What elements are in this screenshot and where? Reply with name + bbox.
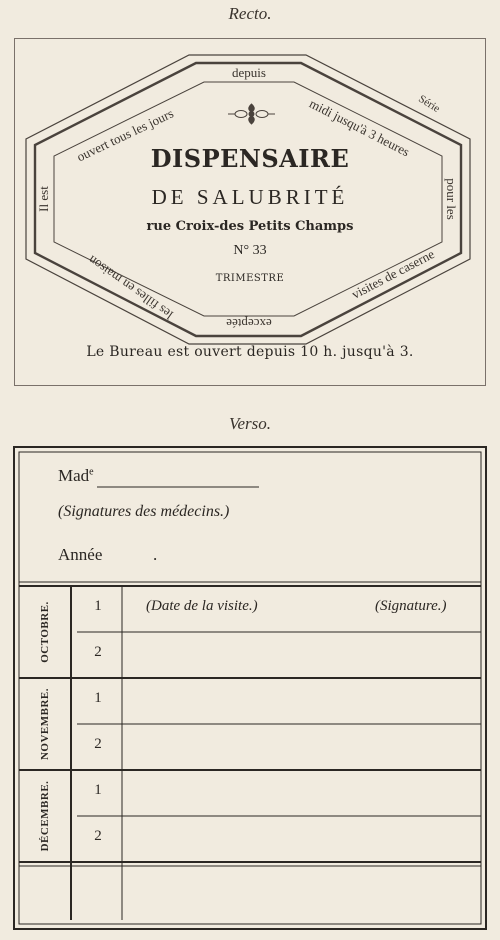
row-october-1: 1 [94, 598, 102, 614]
border-text-lower-left: les filles en maison [85, 252, 176, 323]
border-text-top: depuis [232, 65, 266, 80]
card-frame [14, 38, 486, 386]
row-november-1: 1 [94, 690, 102, 706]
card-title: DISPENSAIRE [150, 144, 350, 173]
card-trimestre: TRIMESTRE [215, 273, 285, 284]
border-text-left: Il est [36, 186, 51, 212]
mad-label: Mad$^e$ [58, 466, 94, 485]
border-text-upper-left: ouvert tous les jours [74, 105, 176, 165]
month-october: OCTOBRE. [39, 601, 51, 663]
month-december: DÉCEMBRE. [39, 780, 51, 852]
fleuron-ornament [228, 104, 275, 124]
card-address: rue Croix-des Petits Champs [146, 219, 354, 234]
row-december-2: 2 [94, 828, 102, 844]
recto-card [14, 38, 486, 386]
row-october-2: 2 [94, 644, 102, 660]
card-footer: Le Bureau est ouvert depuis 10 h. jusqu'à 3. [86, 344, 414, 360]
card-subtitle: DE SALUBRITÉ [151, 185, 349, 209]
recto-caption: Recto. [228, 4, 272, 23]
border-text-right: pour les [444, 178, 459, 220]
border-text-upper-right: midi jusqu'à 3 heures [306, 95, 413, 160]
verso-form [13, 446, 487, 930]
signatures-label: (Signatures des médecins.) [58, 503, 230, 520]
card-number: N° 33 [233, 243, 267, 258]
date-header: (Date de la visite.) [146, 598, 258, 614]
row-november-2: 2 [94, 736, 102, 752]
month-november: NOVEMBRE. [39, 687, 51, 761]
verso-caption: Verso. [228, 414, 272, 433]
annee-dot: . [153, 545, 158, 564]
border-text-bottom: exceptée [226, 316, 272, 331]
signature-header: (Signature.) [375, 598, 447, 614]
border-text-lower-right: visites de caserne [349, 246, 437, 302]
border-text-corner: Série [416, 92, 442, 116]
annee-label: Année [58, 545, 103, 564]
row-december-1: 1 [94, 782, 102, 798]
